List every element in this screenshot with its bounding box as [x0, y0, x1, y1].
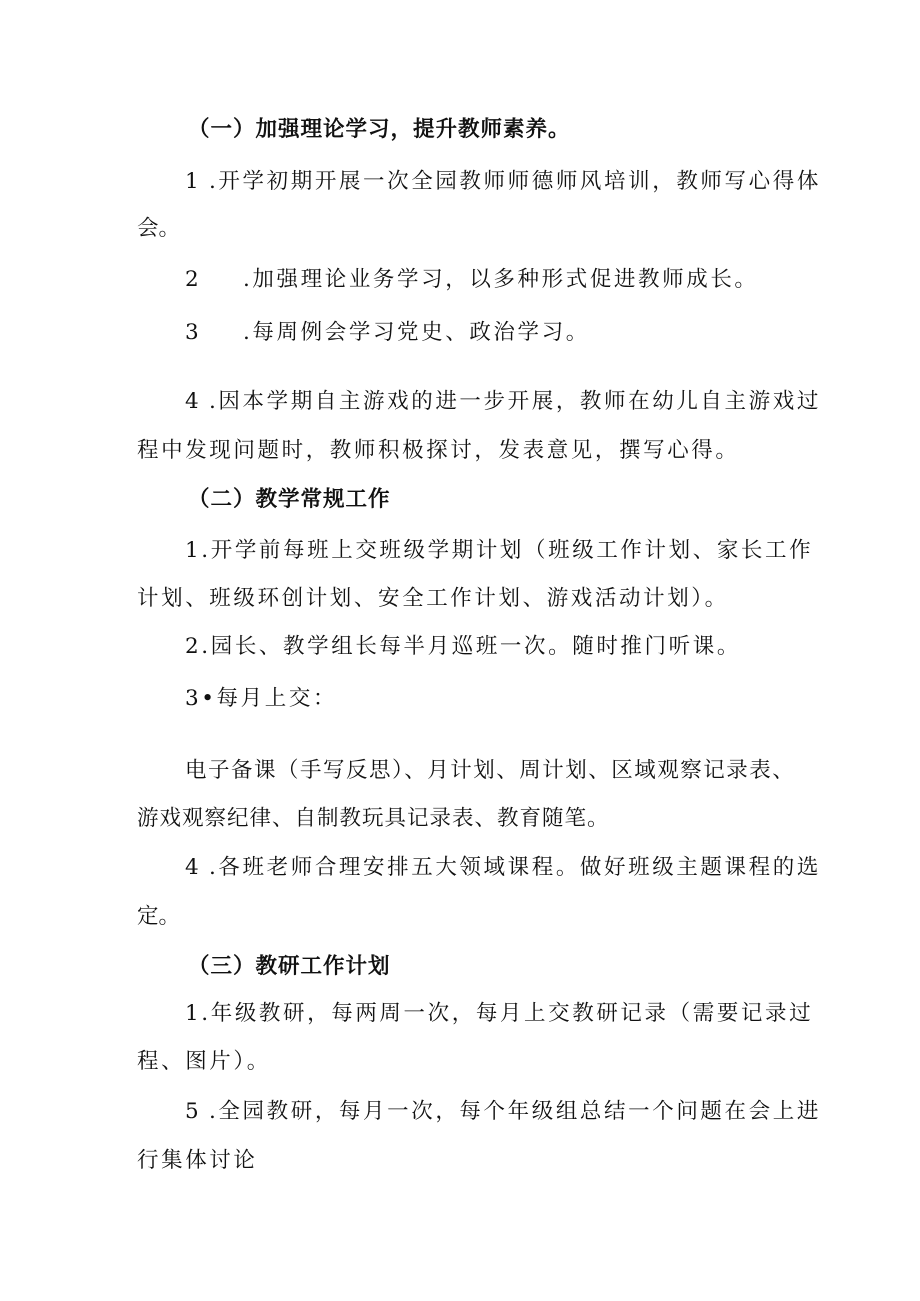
item-continuation: 会。 [137, 216, 181, 241]
item-number: 4 [185, 855, 202, 880]
list-item: 1.年级教研，每两周一次，每月上交教研记录（需要记录过 [185, 1001, 814, 1026]
item-text: .每周例会学习党史、政治学习。 [243, 320, 590, 345]
item-text: .因本学期自主游戏的进一步开展，教师在幼儿自主游戏过 [209, 389, 821, 414]
item-text: .各班老师合理安排五大领域课程。做好班级主题课程的选 [209, 855, 821, 880]
item-number: 4 [185, 389, 202, 414]
list-item [185, 1097, 821, 1127]
item-number: 3 [185, 320, 202, 345]
section2-heading: （二）教学常规工作 [188, 487, 391, 512]
item-number: 1 [185, 169, 202, 194]
item-number: 5 [185, 1099, 202, 1124]
item-text: .加强理论业务学习，以多种形式促进教师成长。 [243, 267, 759, 292]
list-item: 2.园长、教学组长每半月巡班一次。随时推门听课。 [185, 634, 741, 659]
list-item [185, 167, 821, 197]
item-number: 2 [185, 267, 202, 292]
item-continuation: 计划、班级环创计划、安全工作计划、游戏活动计划）。 [137, 586, 729, 611]
section1-heading: （一）加强理论学习，提升教师素养。 [188, 117, 571, 142]
list-item: 3•每月上交： [185, 686, 338, 711]
list-item [185, 387, 821, 417]
section3-heading: （三）教研工作计划 [188, 954, 391, 979]
list-item [185, 265, 759, 295]
list-item: 电子备课（手写反思）、月计划、周计划、区域观察记录表、 [185, 758, 796, 783]
item-text: .全园教研，每月一次，每个年级组总结一个问题在会上进 [209, 1099, 821, 1124]
item-continuation: 定。 [137, 904, 181, 929]
item-continuation: 行集体讨论 [137, 1148, 258, 1173]
item-continuation: 程、图片）。 [137, 1049, 271, 1074]
list-item: 1.开学前每班上交班级学期计划（班级工作计划、家长工作 [185, 538, 814, 563]
list-item [185, 318, 590, 348]
item-continuation: 程中发现问题时，教师积极探讨，发表意见，撰写心得。 [137, 438, 740, 463]
list-item [185, 853, 821, 883]
item-continuation: 游戏观察纪律、自制教玩具记录表、教育随笔。 [137, 806, 610, 831]
item-text: .开学初期开展一次全园教师师德师风培训，教师写心得体 [209, 169, 821, 194]
